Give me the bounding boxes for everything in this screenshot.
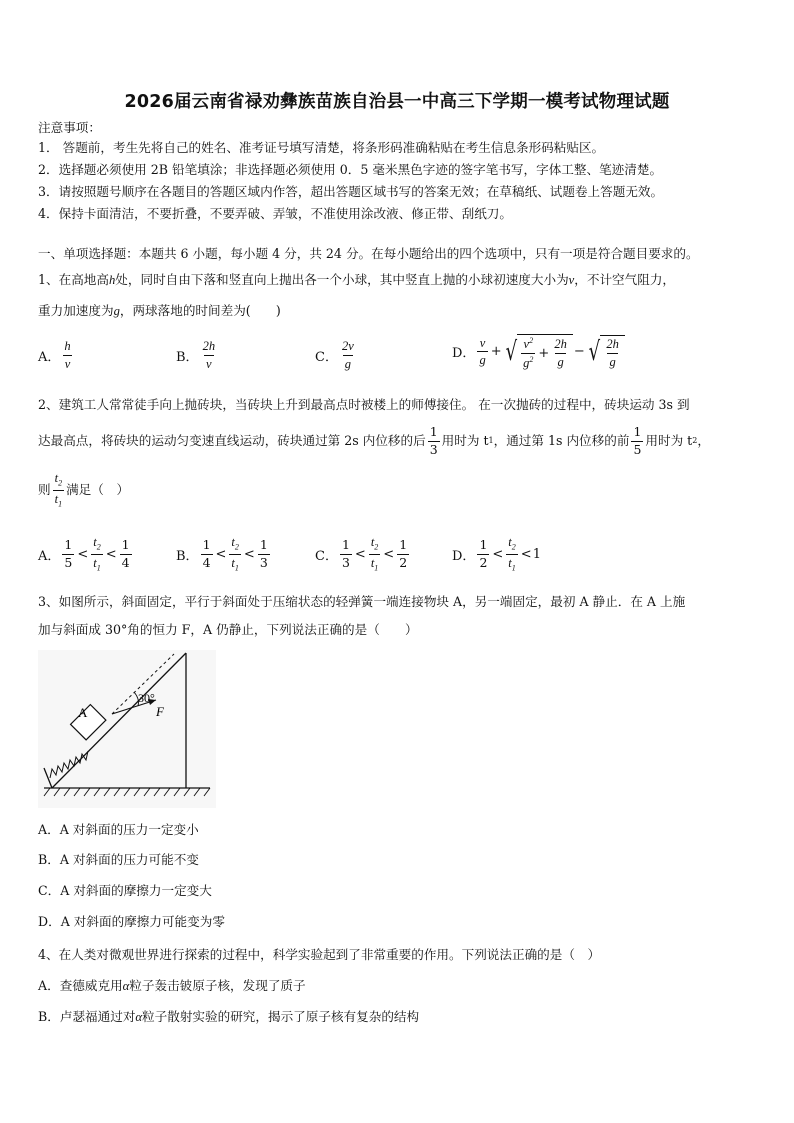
option-label: A． — [38, 548, 61, 564]
minus-sign: − — [573, 344, 585, 360]
text: ， — [697, 433, 710, 448]
text: 粒子散射实验的研究，揭示了原子核有复杂的结构 — [142, 1009, 420, 1024]
question-2-stem-line-3 — [38, 472, 129, 508]
option-label: B． — [176, 349, 199, 365]
denominator: 3 — [429, 441, 438, 457]
numerator — [91, 536, 102, 554]
text: B．卢瑟福通过对 — [38, 1009, 136, 1024]
option-label: C． — [315, 349, 338, 365]
subscript: 2 — [234, 542, 239, 552]
denominator — [91, 554, 102, 573]
fraction — [397, 539, 409, 569]
less-than-sign: < — [105, 546, 117, 562]
less-than-sign: < — [492, 546, 504, 562]
question-1-option-c — [315, 340, 358, 370]
question-2-option — [452, 536, 541, 572]
text: 则 — [38, 482, 51, 497]
question-3-option-a: A．A 对斜面的压力一定变小 — [38, 822, 199, 837]
question-3-option-c: C．A 对斜面的摩擦力一定变大 — [38, 883, 212, 898]
denominator — [369, 554, 380, 573]
numerator: 2h — [554, 337, 567, 352]
ratio-fraction — [369, 536, 380, 572]
numerator: 1 — [121, 537, 130, 552]
var-t: t — [508, 535, 512, 549]
less-than-sign: < — [243, 546, 255, 562]
option-label: D． — [452, 346, 476, 362]
numerator: $v^2$ — [523, 336, 534, 352]
numerator: 1 — [479, 537, 488, 552]
numerator — [369, 536, 380, 554]
radical-icon: √ — [588, 336, 600, 367]
var-t: t — [231, 555, 235, 570]
numerator: 2h — [202, 339, 216, 353]
denominator — [53, 490, 64, 509]
notice-heading: 注意事项： — [38, 120, 101, 135]
option-label: A． — [38, 349, 61, 365]
var-t: t — [54, 491, 59, 506]
square-root — [503, 334, 573, 369]
figure-background — [38, 650, 216, 808]
denominator: 3 — [259, 554, 268, 570]
text: ，通过第 1s 内位移的前 — [493, 433, 630, 448]
block-label: A — [78, 705, 88, 720]
radicand — [517, 334, 573, 369]
question-1-stem-line-1 — [38, 272, 675, 288]
question-1-option-d — [452, 334, 625, 369]
subscript: 2 — [58, 478, 63, 488]
less-than-sign: < — [520, 546, 532, 562]
radicand — [600, 335, 625, 368]
less-than-sign: < — [354, 546, 366, 562]
ratio-fraction — [229, 536, 240, 572]
question-1-stem-line-2 — [38, 303, 281, 319]
var-alpha: α — [122, 979, 130, 993]
denominator — [506, 554, 517, 573]
notice-item: 3．请按照题号顺序在各题目的答题区域内作答，超出答题区域书写的答案无效；在草稿纸、试题卷上答题无效。 — [38, 184, 664, 199]
upper-bound: 1 — [532, 546, 541, 562]
text: 达最高点，将砖块的运动匀变速直线运动，砖块通过第 2s 内位移的后 — [38, 433, 426, 448]
notice-item: 4．保持卡面清洁，不要折叠，不要弄破、弄皱，不准使用涂改液、修正带、刮纸刀。 — [38, 206, 512, 221]
subscript: 1 — [488, 436, 494, 445]
question-3-stem-line-2: 加与斜面成 30°角的恒力 F，A 仍静止，下列说法正确的是（ ） — [38, 622, 418, 637]
denominator: 3 — [341, 554, 350, 570]
question-2-option — [315, 536, 411, 572]
numerator: 1 — [202, 537, 211, 552]
notice-item: 2．选择题必须使用 2B 铅笔填涂；非选择题必须使用 0．5 毫米黑色字迹的签字笔书写，字体工整、笔迹清楚。 — [38, 162, 663, 177]
denominator — [229, 554, 240, 573]
fraction — [631, 426, 643, 456]
numerator: v — [479, 335, 486, 350]
text: 1、在高地高 — [38, 272, 109, 287]
subscript: 2 — [374, 542, 379, 552]
notice-item: 1． 答题前，考生先将自己的姓名、准考证号填写清楚，将条形码准确粘贴在考生信息条形码粘贴区。 — [38, 140, 605, 155]
question-3-option-b: B．A 对斜面的压力可能不变 — [38, 852, 199, 867]
denominator: 2 — [479, 554, 488, 570]
var-v: v — [523, 337, 530, 352]
question-4-option-b — [38, 1009, 419, 1025]
var-t: t — [54, 471, 59, 485]
var-t: t — [231, 535, 235, 549]
denominator: v — [64, 356, 71, 371]
question-2-option — [38, 536, 134, 572]
fraction — [201, 340, 218, 370]
question-3-option-d: D．A 对斜面的摩擦力可能变为零 — [38, 914, 225, 929]
question-2-stem-line-1: 2、建筑工人常常徒手向上抛砖块，当砖块上升到最高点时被楼上的师傅接住。 在一次抛砖的过程中，砖块运动 3s 到 — [38, 397, 690, 412]
fraction — [201, 539, 213, 569]
denominator: 5 — [64, 554, 73, 570]
text: 重力加速度为 — [38, 303, 114, 318]
var-g: g — [523, 355, 530, 370]
numerator — [53, 472, 64, 490]
text: 用时为 t — [645, 433, 693, 448]
plus-sign: + — [538, 345, 550, 361]
subscript: 1 — [234, 563, 239, 572]
fraction — [552, 338, 569, 368]
text: ，两球落地的时间差为( ) — [119, 303, 281, 318]
numerator: 2v — [341, 339, 354, 353]
denominator: g — [479, 353, 486, 368]
option-label: B． — [176, 548, 199, 564]
less-than-sign: < — [215, 546, 227, 562]
less-than-sign: < — [77, 546, 89, 562]
less-than-sign: < — [383, 546, 395, 562]
page-title: 2026届云南省禄劝彝族苗族自治县一中高三下学期一模考试物理试题 — [124, 92, 670, 112]
force-label: F — [156, 704, 164, 719]
question-4-option-a — [38, 978, 306, 994]
subscript: 1 — [96, 563, 101, 572]
ratio-fraction — [506, 536, 517, 572]
fraction — [62, 340, 72, 370]
fraction — [340, 340, 356, 370]
numerator — [506, 536, 517, 554]
question-1-option-b — [176, 340, 219, 370]
fraction — [53, 472, 64, 508]
ratio-fraction — [91, 536, 102, 572]
text: 处，同时自由下落和竖直向上抛出各一个小球，其中竖直上抛的小球初速度大小为 — [115, 272, 569, 287]
var-alpha: α — [135, 1010, 143, 1024]
text: ，不计空气阻力， — [574, 272, 675, 287]
numerator: 2h — [606, 337, 619, 352]
subscript: 1 — [374, 563, 379, 572]
numerator: h — [64, 339, 71, 353]
section-heading: 一、单项选择题：本题共 6 小题，每小题 4 分，共 24 分。在每小题给出的四个选项中，只有一项是符合题目要求的。 — [38, 246, 699, 261]
var-t: t — [370, 535, 375, 549]
text: 用时为 t — [441, 433, 489, 448]
denominator: 4 — [121, 554, 130, 570]
question-1-option-a — [38, 340, 75, 370]
fraction — [340, 539, 352, 569]
subscript: 1 — [511, 563, 516, 572]
denominator: v — [206, 356, 212, 371]
fraction — [258, 539, 270, 569]
option-label: C． — [315, 548, 338, 564]
denominator: 5 — [633, 441, 642, 457]
denominator: g — [609, 354, 616, 369]
option-label: D． — [452, 548, 476, 564]
var-t: t — [93, 535, 97, 549]
angle-label: 30° — [138, 691, 155, 705]
var-t: t — [93, 555, 97, 570]
denominator: g — [344, 356, 351, 371]
fraction — [62, 539, 74, 569]
denominator: 4 — [202, 554, 211, 570]
fraction — [521, 337, 535, 369]
question-2-option — [176, 536, 272, 572]
fraction — [604, 338, 621, 368]
var-g: g — [113, 304, 120, 318]
var-h: h — [108, 273, 116, 287]
plus-sign: + — [490, 344, 502, 360]
text: 粒子轰击铍原子核，发现了质子 — [129, 978, 306, 993]
fraction — [477, 539, 489, 569]
question-3-stem-line-1: 3、如图所示，斜面固定，平行于斜面处于压缩状态的轻弹簧一端连接物块 A，另一端固定，最初 A 静止．在 A 上施 — [38, 594, 686, 609]
numerator: 1 — [64, 537, 73, 552]
denominator: g — [557, 354, 564, 369]
denominator: $g^2$ — [523, 354, 534, 370]
var-t: t — [508, 555, 512, 570]
incline-figure — [38, 650, 216, 808]
subscript: 2 — [511, 542, 516, 552]
numerator: 1 — [259, 537, 268, 552]
fraction — [428, 426, 440, 456]
radical-icon: √ — [505, 336, 517, 367]
var-v: v — [568, 273, 575, 287]
square-root — [586, 335, 625, 368]
numerator: 1 — [633, 424, 642, 439]
fraction — [477, 337, 487, 367]
subscript: 2 — [96, 542, 101, 552]
subscript: 2 — [692, 436, 698, 445]
fraction — [120, 539, 132, 569]
text: 满足（ ） — [66, 482, 130, 497]
numerator: 1 — [341, 537, 350, 552]
var-t: t — [370, 555, 375, 570]
denominator: 2 — [399, 554, 408, 570]
numerator: 1 — [429, 424, 438, 439]
question-4-stem: 4、在人类对微观世界进行探索的过程中，科学实验起到了非常重要的作用。下列说法正确的是（ ） — [38, 947, 601, 962]
numerator: 1 — [399, 537, 408, 552]
question-2-stem-line-2 — [38, 426, 710, 456]
text: A．查德威克用 — [38, 978, 123, 993]
numerator — [229, 536, 240, 554]
subscript: 1 — [58, 499, 63, 508]
